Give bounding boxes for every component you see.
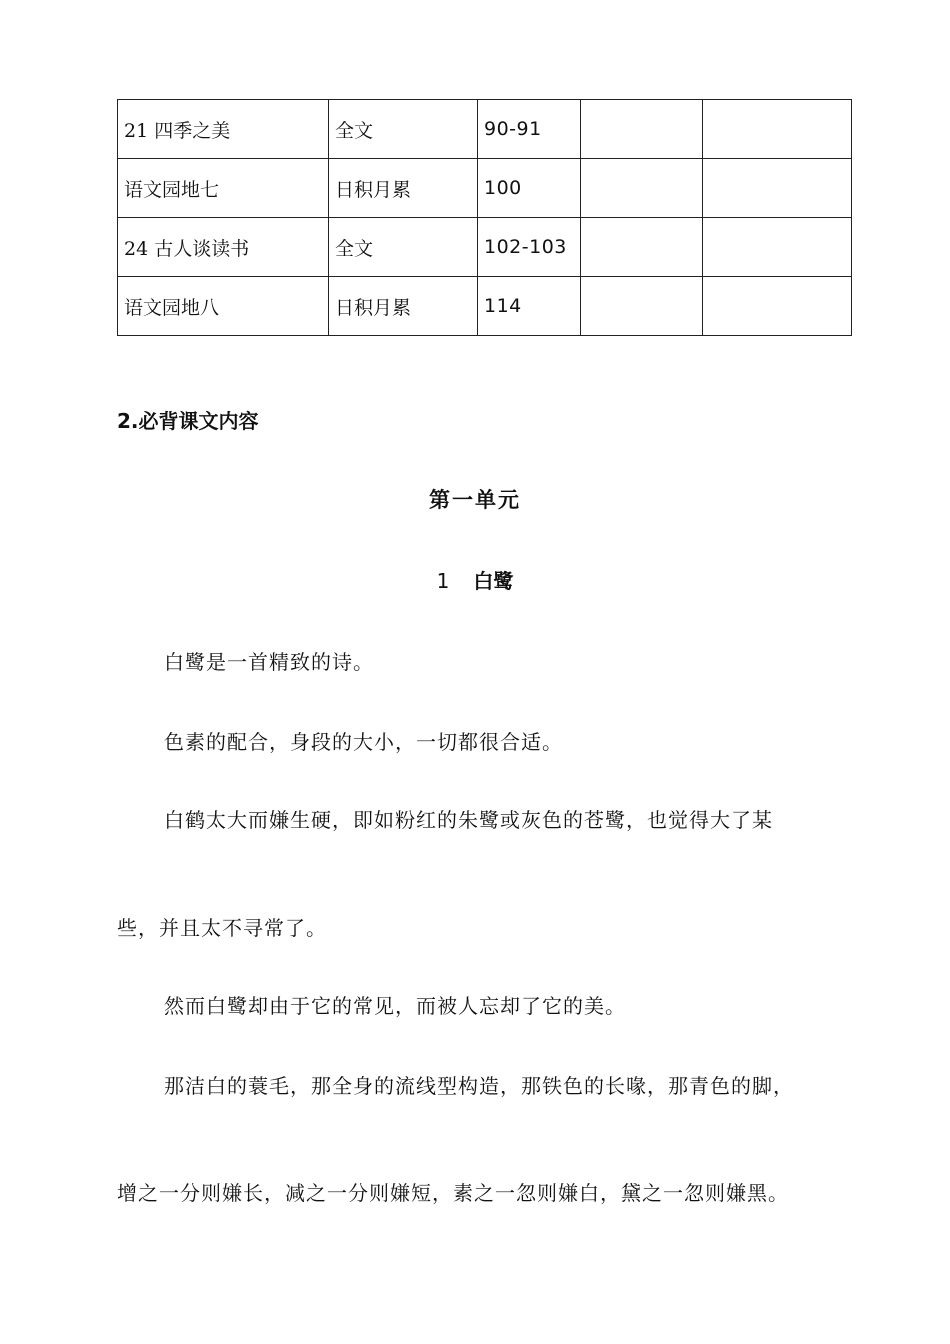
unit-title: 第一单元	[429, 487, 521, 512]
lesson-cell: 语文园地八	[118, 277, 329, 336]
paragraph: 色素的配合，身段的大小，一切都很合适。	[164, 730, 563, 754]
empty-cell	[581, 159, 703, 218]
empty-cell	[703, 159, 852, 218]
paragraph: 白鹤太大而嫌生硬，即如粉红的朱鹭或灰色的苍鹭，也觉得大了某	[164, 808, 773, 832]
empty-cell	[581, 100, 703, 159]
scope-cell: 全文	[329, 100, 478, 159]
lesson-cell: 24 古人谈读书	[118, 218, 329, 277]
paragraph: 那洁白的蓑毛，那全身的流线型构造，那铁色的长喙，那青色的脚，	[164, 1074, 794, 1098]
pages-cell: 102-103	[478, 218, 581, 277]
table-row	[118, 159, 852, 218]
scope-cell: 日积月累	[329, 159, 478, 218]
lesson-cell: 语文园地七	[118, 159, 329, 218]
paragraph-continuation: 增之一分则嫌长，减之一分则嫌短，素之一忽则嫌白，黛之一忽则嫌黑。	[117, 1181, 789, 1205]
pages-cell: 90-91	[478, 100, 581, 159]
lesson-name: 白鹭	[473, 569, 514, 593]
paragraph: 白鹭是一首精致的诗。	[164, 650, 374, 674]
empty-cell	[703, 100, 852, 159]
empty-cell	[581, 218, 703, 277]
table-row	[118, 218, 852, 277]
lesson-cell: 21 四季之美	[118, 100, 329, 159]
table-row	[118, 277, 852, 336]
scope-cell: 全文	[329, 218, 478, 277]
section-heading: 2.必背课文内容	[117, 409, 259, 433]
lesson-number: 1	[436, 569, 450, 593]
empty-cell	[703, 277, 852, 336]
recitation-table	[117, 99, 852, 336]
lesson-title	[0, 565, 950, 594]
table-row	[118, 100, 852, 159]
pages-cell: 114	[478, 277, 581, 336]
scope-cell: 日积月累	[329, 277, 478, 336]
empty-cell	[581, 277, 703, 336]
pages-cell: 100	[478, 159, 581, 218]
paragraph-continuation: 些，并且太不寻常了。	[117, 916, 327, 940]
paragraph: 然而白鹭却由于它的常见，而被人忘却了它的美。	[164, 994, 626, 1018]
empty-cell	[703, 218, 852, 277]
